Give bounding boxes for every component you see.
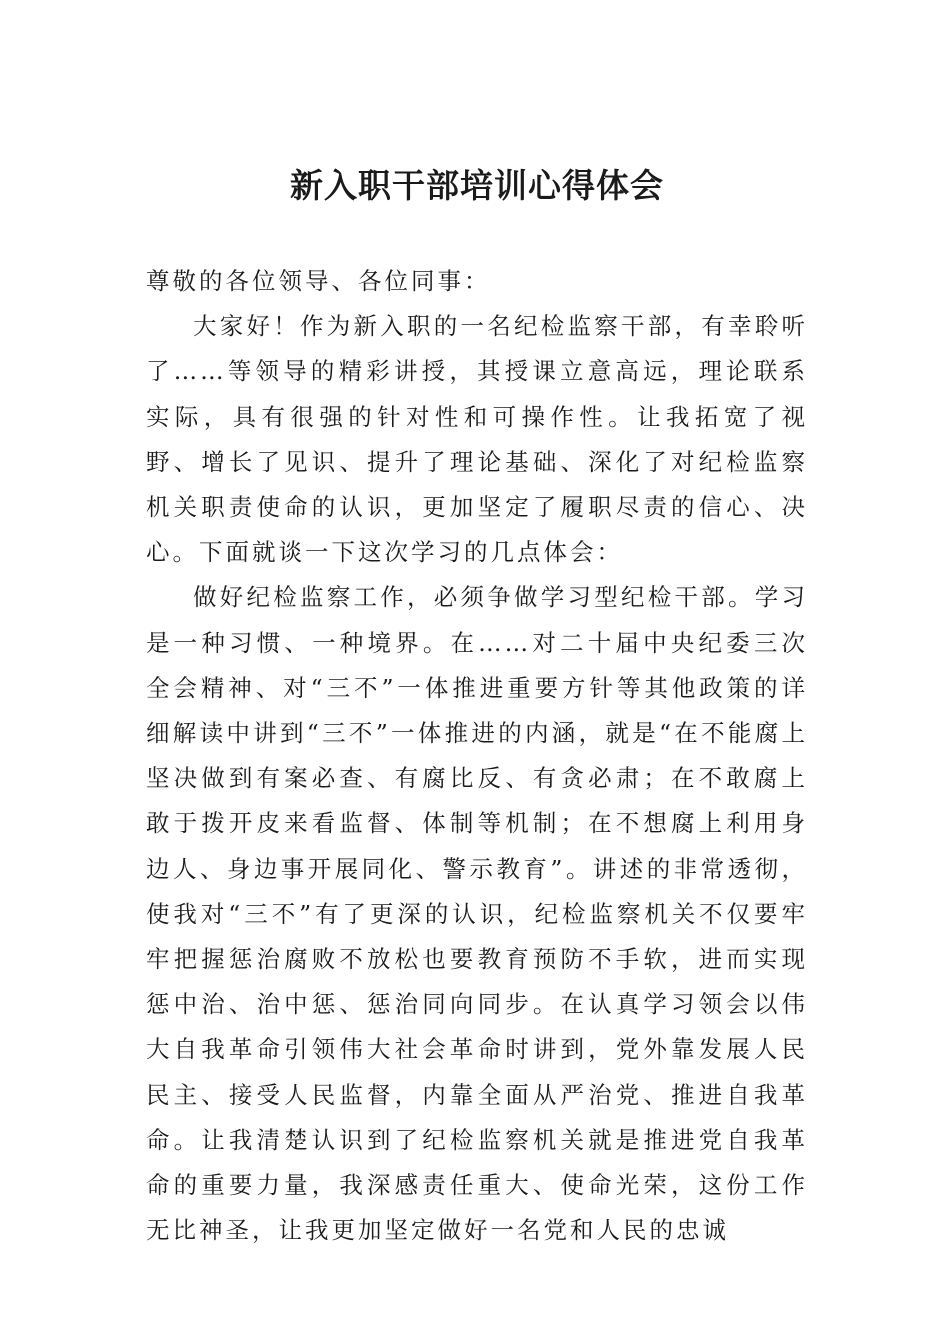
salutation: 尊敬的各位领导、各位同事： [146,267,491,295]
document-title: 新入职干部培训心得体会 [290,166,664,205]
paragraph-study: 做好纪检监察工作，必须争做学习型纪检干部。学习是一种习惯、一种境界。在……对二十届中央纪委三次全会精神、对“三不”一体推进重要方针等其他政策的详细解读中讲到“三不”一体推进的内涵，就是“在不能腐上坚决做到有案必查、有腐比反、有贪必肃；在不敢腐上敢于拨开皮来看监督、体制等机制；在不想腐上利用身边人、身边事开展同化、警示教育”。讲述的非常透彻，使我对“三不”有了更深的认识，纪检监察机关不仅要牢牢把握惩治腐败不放松也要教育预防不手软，进而实现惩中治、治中惩、惩治同向同步。在认真学习领会以伟大自我革命引领伟大社会革命时讲到，党外靠发展人民民主、接受人民监督，内靠全面从严治党、推进自我革命。让我清楚认识到了纪检监察机关就是推进党自我革命的重要力量，我深感责任重大、使命光荣，这份工作无比神圣，让我更加坚定做好一名党和人民的忠诚 [146,583,808,1245]
document-body [146,259,808,1253]
paragraph-intro: 大家好！作为新入职的一名纪检监察干部，有幸聆听了……等领导的精彩讲授，其授课立意高远，理论联系实际，具有很强的针对性和可操作性。让我拓宽了视野、增长了见识、提升了理论基础、深化了对纪检监察机关职责使命的认识，更加坚定了履职尽责的信心、决心。下面就谈一下这次学习的几点体会： [146,312,808,567]
